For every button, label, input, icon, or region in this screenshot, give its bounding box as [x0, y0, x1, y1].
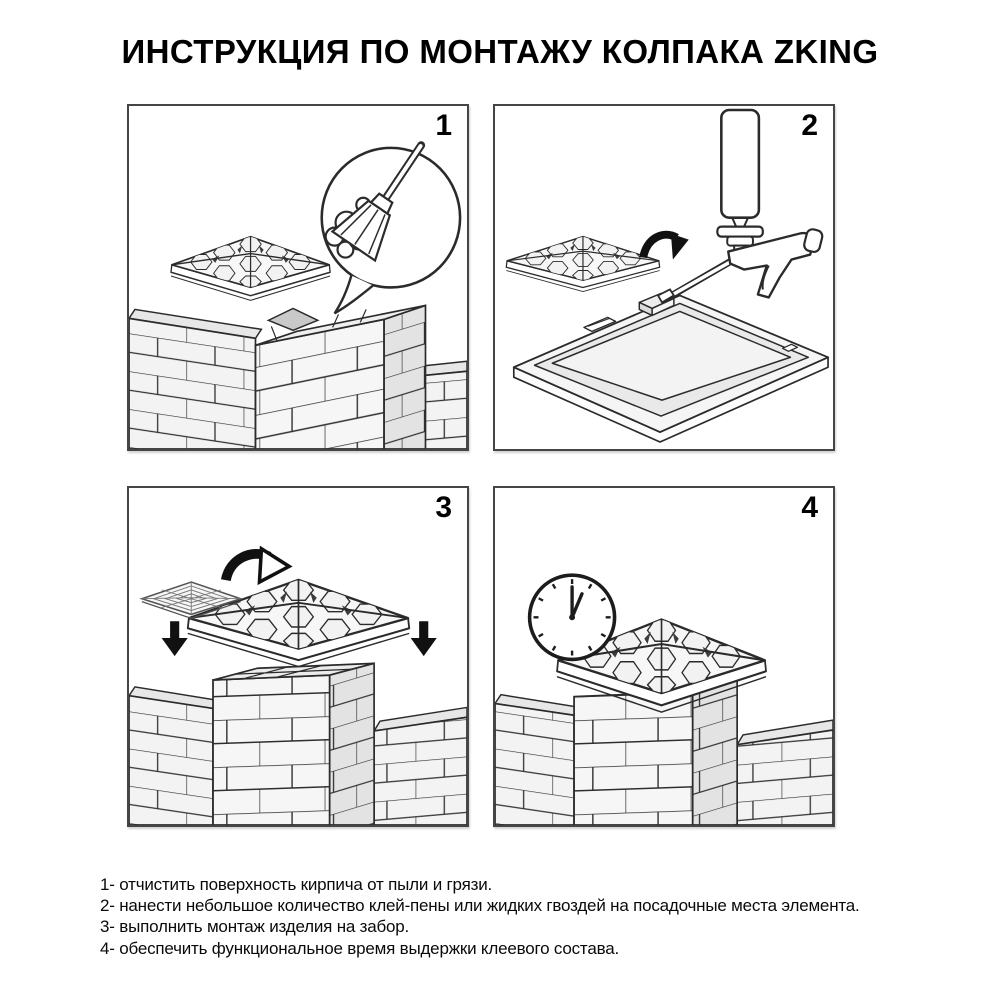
- page-title: ИНСТРУКЦИЯ ПО МОНТАЖУ КОЛПАКА ZKING: [121, 33, 879, 70]
- step2-illustration: [495, 106, 833, 449]
- brick-wall-right: [737, 720, 833, 825]
- step-number-4: 4: [801, 491, 818, 524]
- step-panel-4: [493, 486, 835, 827]
- step4-illustration: [495, 488, 833, 825]
- brick-wall-left: [495, 695, 580, 825]
- down-arrow-icon-left: [162, 621, 188, 656]
- step-panel-2: [493, 104, 835, 451]
- speech-bubble: [322, 131, 460, 314]
- flip-arrow-icon: [643, 234, 688, 260]
- clock-icon: [530, 575, 615, 659]
- step1-illustration: [129, 106, 467, 449]
- step-panel-3: [127, 486, 469, 827]
- gun-knob: [803, 228, 824, 253]
- foam-canister: [721, 110, 759, 218]
- brick-wall-left: [129, 687, 219, 825]
- down-arrow-icon-right: [411, 621, 437, 656]
- cap-illustration: [506, 237, 659, 292]
- foam-gun-icon: [658, 110, 823, 302]
- step-number-3: 3: [435, 491, 452, 524]
- step-number-1: 1: [435, 109, 452, 142]
- brick-pillar: [213, 663, 374, 825]
- pillar-hole: [268, 308, 317, 330]
- flip-arrow-icon: [226, 549, 289, 582]
- brick-wall-left: [129, 309, 261, 449]
- step3-illustration: [129, 488, 467, 825]
- brick-wall-right: [374, 707, 467, 825]
- step-number-2: 2: [801, 109, 818, 142]
- cap-underside-tray: [514, 293, 828, 442]
- instruction-line-4: 4- обеспечить функциональное время выдержки клеевого состава.: [100, 938, 619, 958]
- cap-illustration: [171, 237, 330, 301]
- brick-pillar-open-top: [256, 305, 426, 449]
- instruction-list: [100, 874, 960, 959]
- instruction-line-3: 3- выполнить монтаж изделия на забор.: [100, 917, 410, 937]
- instruction-line-2: 2- нанести небольшое количество клей-пены или жидких гвоздей на посадочные места элемента.: [100, 896, 860, 916]
- instruction-line-1: 1- отчистить поверхность кирпича от пыли и грязи.: [100, 875, 493, 894]
- step-panel-1: [127, 104, 469, 451]
